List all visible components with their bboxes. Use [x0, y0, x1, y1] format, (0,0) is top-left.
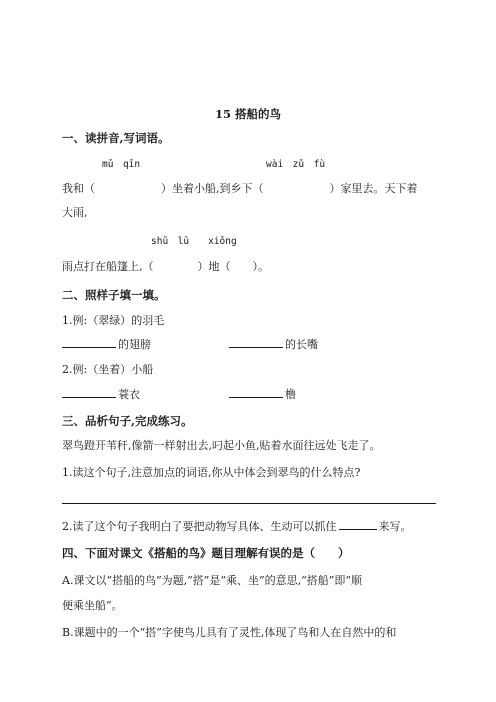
option-a-continued: 便乘坐船”。: [62, 599, 123, 612]
answer-blank[interactable]: [229, 387, 283, 398]
section-4-heading: 四、下面对课文《搭船的鸟》题目理解有误的是（ ）: [62, 546, 350, 560]
pinyin-hint: shǔ lū xiǒng: [151, 236, 237, 247]
example-line: 1.例:（翠绿）的羽毛: [62, 314, 165, 327]
answer-blank[interactable]: [229, 337, 283, 348]
section-2-heading: 二、照样子填一填。: [62, 288, 166, 302]
section-1-heading: 一、读拼音,写词语。: [62, 131, 170, 145]
option-a: A.课文以“搭船的鸟”为题,“搭”是“乘、坐”的意思,“搭船”即“顺: [62, 574, 363, 587]
answer-blank[interactable]: [339, 519, 377, 530]
quoted-sentence: 翠鸟蹬开苇秆,像箭一样射出去,叼起小鱼,贴着水面往远处飞走了。: [62, 439, 381, 452]
answer-blank[interactable]: [62, 387, 116, 398]
answer-blank[interactable]: [62, 337, 116, 348]
section-3-heading: 三、品析句子,完成练习。: [62, 414, 193, 428]
answer-line: 的长嘴: [229, 336, 318, 352]
pinyin-hint: mǔ qīn: [102, 159, 141, 170]
answer-line: 的翅膀: [62, 336, 151, 352]
answer-line: 蓑衣: [62, 386, 140, 402]
fill-in-sentence: 我和（ ）坐着小船,到乡下（ ）家里去。天下着: [62, 182, 418, 195]
page-title: 15 搭船的鸟: [214, 107, 281, 121]
answer-rule[interactable]: [62, 503, 436, 504]
example-line: 2.例:（坐着）小船: [62, 363, 154, 376]
fill-in-sentence: 雨点打在船篷上,（ ）地（ ）。: [62, 260, 269, 273]
fill-in-sentence: 大雨,: [62, 206, 88, 219]
question-1: 1.读这个句子,注意加点的词语,你从中体会到翠鸟的什么特点?: [62, 466, 361, 479]
option-b: B.课题中的一个“搭”字使鸟儿具有了灵性,体现了鸟和人在自然中的和: [62, 626, 397, 639]
pinyin-hint: wài zǔ fù: [266, 159, 326, 170]
answer-line: 橹: [229, 386, 296, 402]
question-2: 2.读了这个句子我明白了要把动物写具体、生动可以抓住 来写。: [62, 520, 412, 533]
